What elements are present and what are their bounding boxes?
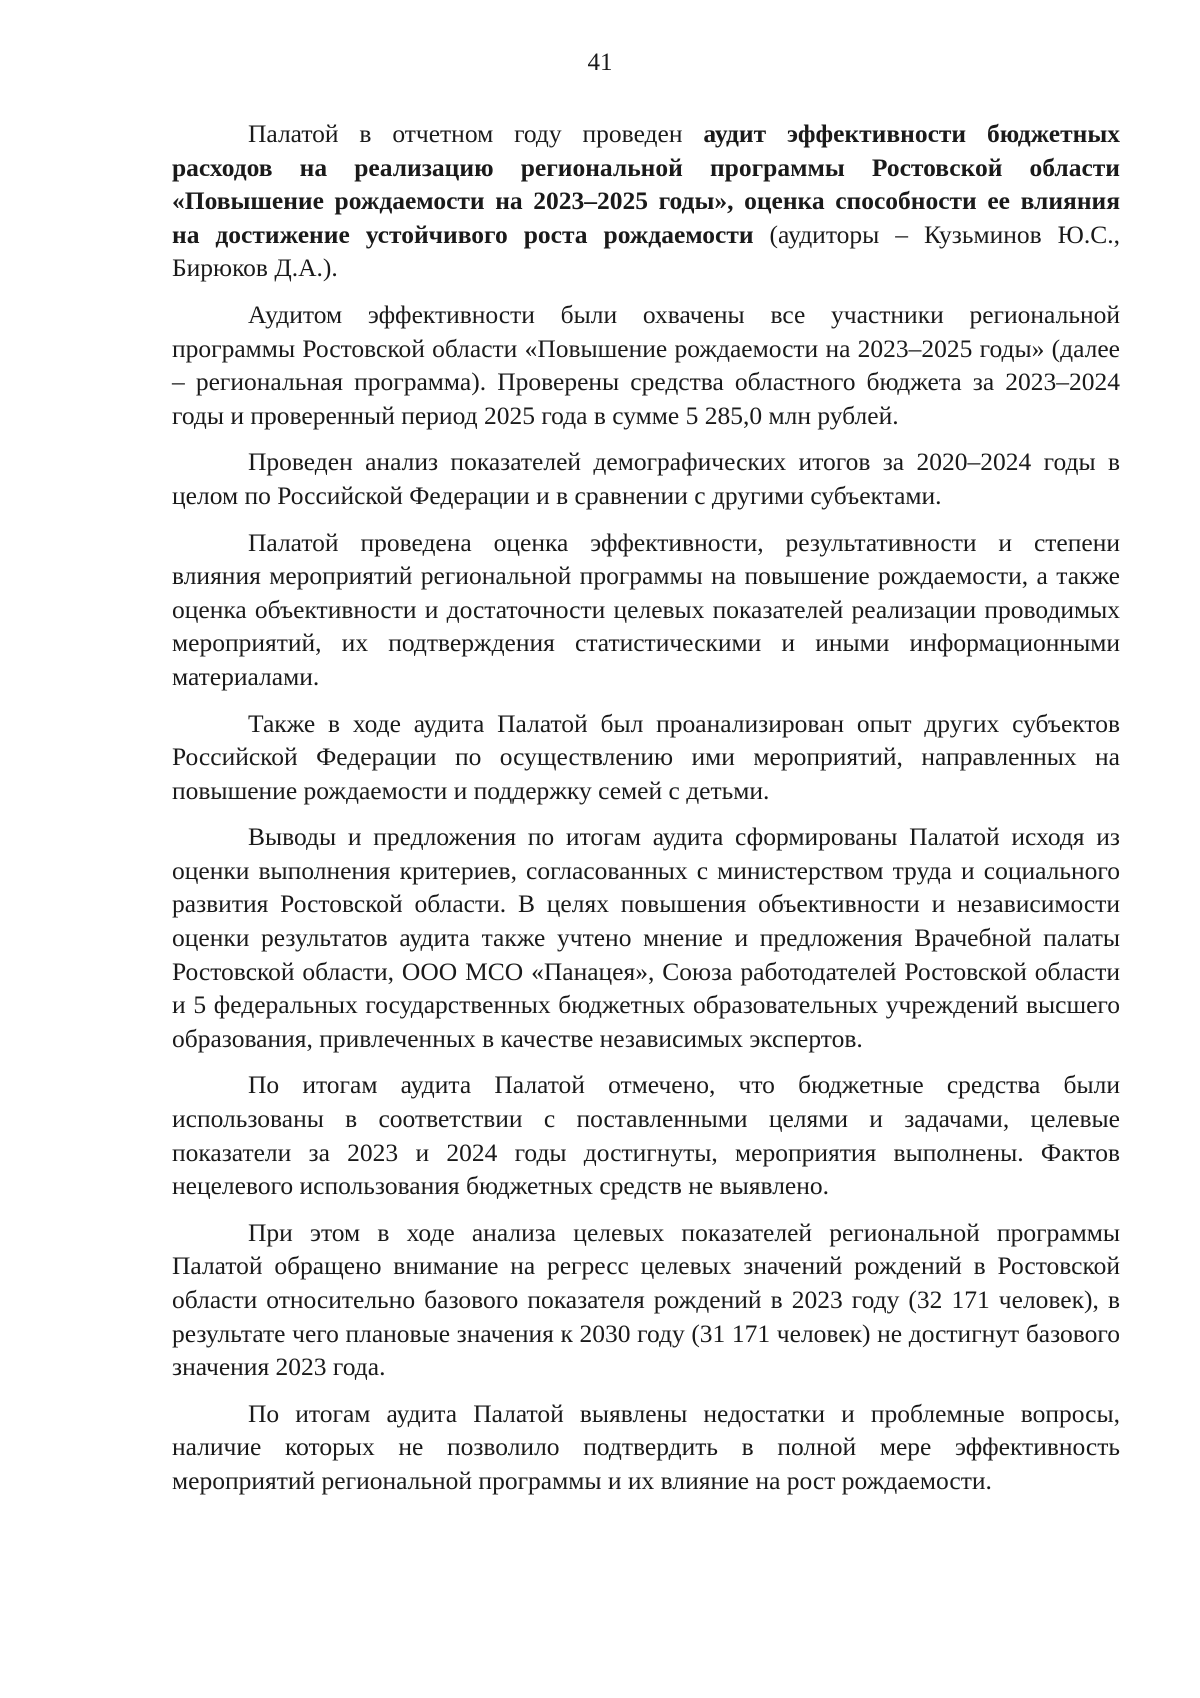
paragraph-audit-scope: Аудитом эффективности были охвачены все участники региональной программы Ростовской области «Повышение рождаемости на 2023–2025 годы» (далее – региональная программа). Проверены средства областного бюджета за 2023–2024 годы и проверенный период 2025 года в сумме 5 285,0 млн рублей. — [172, 299, 1120, 430]
paragraph-effectiveness-assessment: Палатой проведена оценка эффективности, результативности и степени влияния мероприятий региональной программы на повышение рождаемости, а также оценка объективности и достаточности целевых показателей реализации проводимых мероприятий, их подтверждения статистическими и иными информационными материалами. — [172, 527, 1120, 691]
paragraph-demographic-analysis: Проведен анализ показателей демографических итогов за 2020–2024 годы в целом по Российской Федерации и в сравнении с другими субъектами. — [172, 447, 1120, 510]
paragraph-target-indicators: При этом в ходе анализа целевых показателей региональной программы Палатой обращено внимание на регресс целевых значений рождений в Ростовской области относительно базового показателя рождений в 2023 году (32 171 человек), в результате чего плановые значения к 2030 году (31 171 человек) не достигнут базового значения 2023 года. — [172, 1217, 1120, 1382]
page-number: 41 — [587, 49, 613, 76]
paragraph-audit-intro-tail: (аудиторы – Кузьминов Ю.С., Бирюков Д.А.). — [172, 219, 1121, 283]
paragraph-audit-intro-bold: аудит эффективности бюджетных расходов на реализацию региональной программы Ростовской области «Повышение рождаемости на 2023–2025 годы», оценка способности ее влияния на достижение устойчивого роста рождаемости — [172, 119, 1121, 249]
paragraph-audit-intro-lead: Палатой в отчетном году проведен — [248, 119, 704, 148]
paragraph-shortcomings: По итогам аудита Палатой выявлены недостатки и проблемные вопросы, наличие которых не позволило подтвердить в полной мере эффективность мероприятий региональной программы и их влияние на рост рождаемости. — [172, 1398, 1120, 1495]
paragraph-audit-intro — [172, 117, 1120, 285]
page-body — [172, 117, 1120, 1511]
paragraph-budget-results: По итогам аудита Палатой отмечено, что бюджетные средства были использованы в соответствии с поставленными целями и задачами, целевые показатели за 2023 и 2024 годы достигнуты, мероприятия выполнены. Фактов нецелевого использования бюджетных средств не выявлено. — [172, 1070, 1120, 1201]
paragraph-conclusions: Выводы и предложения по итогам аудита сформированы Палатой исходя из оценки выполнения критериев, согласованных с министерством труда и социального развития Ростовской области. В целях повышения объективности и независимости оценки результатов аудита также учтено мнение и предложения Врачебной палаты Ростовской области, ООО МСО «Панацея», Союза работодателей Ростовской области и 5 федеральных государственных бюджетных образовательных учреждений высшего образования, привлеченных в качестве независимых экспертов. — [172, 822, 1120, 1053]
paragraph-regional-experience: Также в ходе аудита Палатой был проанализирован опыт других субъектов Российской Федерации по осуществлению ими мероприятий, направленных на повышение рождаемости и поддержку семей с детьми. — [172, 708, 1120, 805]
